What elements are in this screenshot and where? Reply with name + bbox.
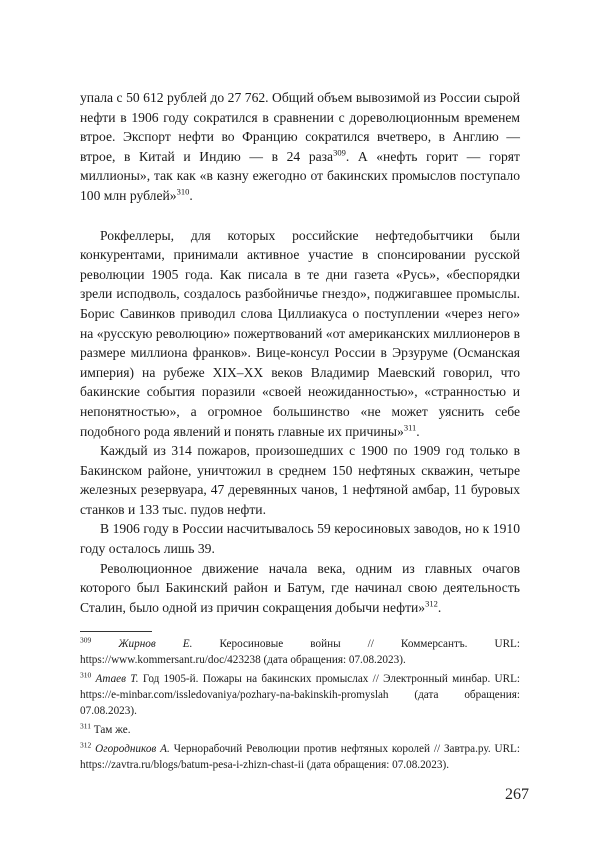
footnote-number: 311 bbox=[80, 721, 91, 731]
footnote bbox=[80, 636, 520, 668]
paragraph bbox=[80, 441, 520, 519]
paragraph bbox=[80, 519, 520, 558]
book-page bbox=[80, 88, 520, 776]
footnote-number: 310 bbox=[80, 670, 92, 680]
paragraph-text: Революционное движение начала века, одним из главных очагов которого был Бакинский район и Батум, где начинал свою деятельность Сталин, было одной из причин сокращения добычи нефти» bbox=[80, 560, 520, 615]
paragraph-text: упала с 50 612 рублей до 27 762. Общий объем вывозимой из России сырой нефти в 1906 году сократился в сравнении с дореволюционным временем втрое. Экспорт нефти во Францию сократился вчетверо, в Англию — втрое, в Китай и Индию — в 24 раза bbox=[80, 90, 520, 164]
footnote bbox=[80, 741, 520, 773]
paragraph-text: . bbox=[437, 599, 442, 615]
paragraph bbox=[80, 559, 520, 618]
paragraph-text: . bbox=[189, 187, 193, 203]
footnote-author: Жирнов Е. bbox=[118, 638, 193, 651]
footnote-text: Год 1905-й. Пожары на бакинских промыслах // Электронный минбар. URL: https://e-minbar.com/issledovaniya/pozhary-na-bakinskih-promyslah (дата обращения: 07.08.2023). bbox=[80, 673, 521, 718]
paragraph bbox=[80, 88, 520, 206]
footnote-text: Чернорабочий Революции против нефтяных королей // Завтра.ру. URL: https://zavtra.ru/blogs/batum-pesa-i-zhizn-chast-ii (дата обращения: 07.08.2023). bbox=[80, 743, 521, 772]
footnotes bbox=[80, 636, 520, 773]
footnote-number: 312 bbox=[80, 740, 92, 750]
footnote-divider bbox=[80, 631, 152, 632]
paragraph bbox=[80, 226, 520, 442]
footnote-ref[interactable]: 310 bbox=[176, 186, 190, 197]
paragraph-text: . А «нефть горит — горят миллионы», так как «в казну ежегодно от бакинских промыслов поступало 100 млн рублей» bbox=[80, 148, 521, 203]
paragraph-text: В 1906 году в России насчитывалось 59 керосиновых заводов, но к 1910 году осталось лишь 39. bbox=[80, 521, 520, 557]
footnote-text: Там же. bbox=[93, 724, 131, 737]
paragraph-text: Каждый из 314 пожаров, произошедших с 1900 по 1909 год только в Бакинском районе, уничтожил в среднем 150 нефтяных скважин, четыре железных резервуара, 47 деревянных чанов, 1 нефтяной амбар, 11 буровых станков и 133 тыс. пудов нефти. bbox=[80, 443, 520, 517]
footnote-author: Огородников А. bbox=[95, 743, 170, 756]
footnote-author: Атаев Т. bbox=[95, 673, 139, 686]
paragraph-text: . bbox=[416, 423, 420, 439]
page-number: 267 bbox=[505, 786, 529, 803]
body-text bbox=[80, 88, 520, 617]
footnote-ref[interactable]: 312 bbox=[425, 598, 438, 609]
footnote-ref[interactable]: 309 bbox=[333, 147, 346, 158]
footnote-text: Керосиновые войны // Коммерсантъ. URL: https://www.kommersant.ru/doc/423238 (дата обращения: 07.08.2023). bbox=[80, 638, 520, 667]
paragraph-text: Рокфеллеры, для которых российские нефтедобытчики были конкурентами, принимали активное участие в спонсировании русской революции 1905 года. Как писала в те дни газета «Русь», «беспорядки зрели исподволь, создалось разбойничье гнездо», поджигавшее промыслы. Борис Савинков приводил слова Циллиакуса о поступлении «через него» на «русскую революцию» пожертвований «от американских миллионеров в размере миллиона франков». Вице-консул России в Эрзуруме (Османская империя) на рубеже XIX–XX веков Владимир Маевский говорил, что бакинские события поразили «своей неожиданностью», «странностью и непонятностью», а огромное большинство «не может уяснить себе подобного рода явлений и понять главные их причины» bbox=[80, 227, 520, 439]
footnote bbox=[80, 722, 520, 738]
footnote-number: 309 bbox=[80, 635, 92, 645]
footnote bbox=[80, 671, 520, 719]
footnote-ref[interactable]: 311 bbox=[403, 421, 417, 432]
